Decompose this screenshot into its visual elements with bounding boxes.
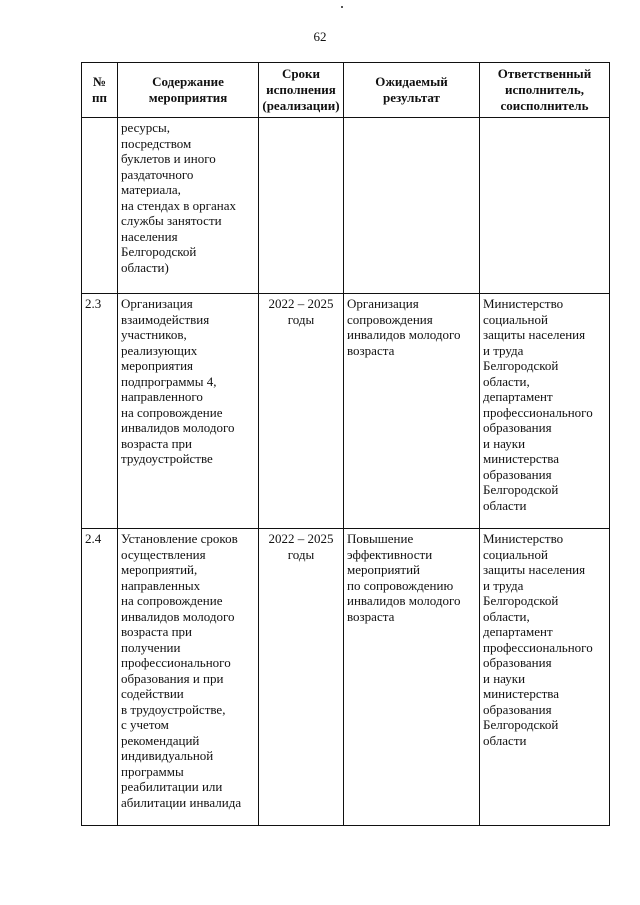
cell-responsible — [480, 118, 610, 294]
cell-number: 2.4 — [82, 529, 118, 826]
header-expected-result: Ожидаемый результат — [344, 63, 480, 118]
header-content: Содержание мероприятия — [118, 63, 259, 118]
cell-content: Установление сроков осуществления мероприятий, направленных на сопровождение инвалидов молодого возраста при получении профессионального образования и при содействии в трудоустройстве, с учетом рекомендаций индивидуальной программы реабилитации или абилитации инвалида — [118, 529, 259, 826]
cell-responsible: Министерство социальной защиты населения и труда Белгородской области, департамент профессионального образования и науки министерства образования Белгородской области — [480, 294, 610, 529]
table-header-row — [82, 63, 610, 118]
page-number: 62 — [313, 29, 327, 44]
cell-content: Организация взаимодействия участников, реализующих мероприятия подпрограммы 4, направленного на сопровождение инвалидов молодого возраста при трудоустройстве — [118, 294, 259, 529]
cell-number: 2.3 — [82, 294, 118, 529]
cell-terms: 2022 – 2025 годы — [259, 529, 344, 826]
header-number: № пп — [82, 63, 118, 118]
cell-expected-result — [344, 118, 480, 294]
cell-number — [82, 118, 118, 294]
cell-terms — [259, 118, 344, 294]
cell-content: ресурсы, посредством буклетов и иного раздаточного материала, на стендах в органах службы занятости населения Белгородской области) — [118, 118, 259, 294]
cell-expected-result: Организация сопровождения инвалидов молодого возраста — [344, 294, 480, 529]
cell-terms: 2022 – 2025 годы — [259, 294, 344, 529]
header-responsible: Ответственный исполнитель, соисполнитель — [480, 63, 610, 118]
header-terms: Сроки исполнения (реализации) — [259, 63, 344, 118]
table-row — [82, 294, 610, 529]
table-row — [82, 118, 610, 294]
activities-table — [81, 62, 610, 826]
cell-expected-result: Повышение эффективности мероприятий по сопровождению инвалидов молодого возраста — [344, 529, 480, 826]
cell-responsible: Министерство социальной защиты населения и труда Белгородской области, департамент профессионального образования и науки министерства образования Белгородской области — [480, 529, 610, 826]
table-row — [82, 529, 610, 826]
scan-speck — [341, 6, 343, 8]
